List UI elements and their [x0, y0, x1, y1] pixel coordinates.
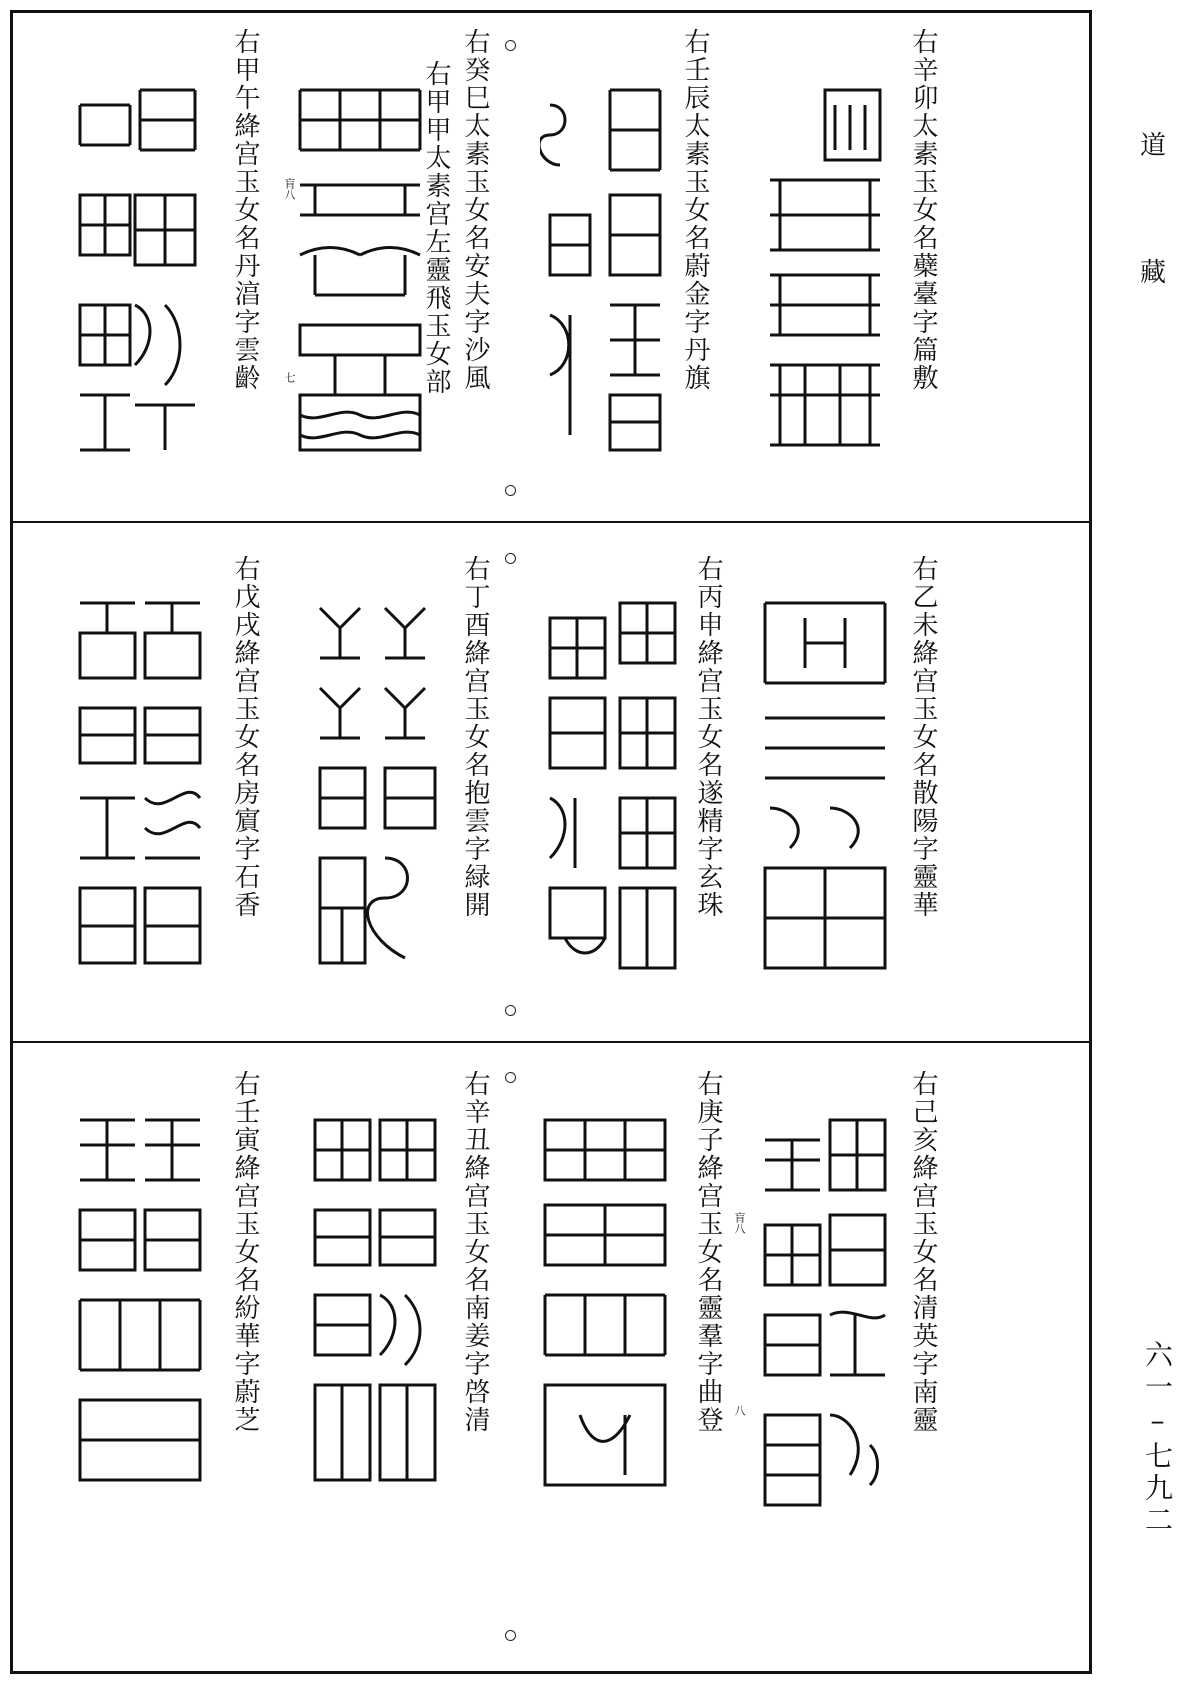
binding-hole [505, 40, 516, 51]
talisman-seal-glyph [540, 1115, 670, 1495]
margin-note: 七 [283, 372, 296, 383]
book-title-top: 道 [1140, 131, 1167, 161]
caption-column: 右戊戌絳宫玉女名房賔字石香 [230, 555, 260, 919]
talisman-seal-glyph [760, 85, 890, 455]
talisman-seal-glyph [315, 598, 445, 978]
caption-column: 右辛丑絳宫玉女名南姜字啓清 [460, 1070, 490, 1434]
binding-hole [505, 485, 516, 496]
talisman-seal-glyph [75, 85, 205, 455]
talisman-seal-glyph [75, 1115, 205, 1495]
section-divider [10, 1041, 1092, 1043]
caption-column: 右庚子絳宫玉女名靈羣字曲登 [693, 1070, 723, 1434]
talisman-seal-glyph [545, 598, 680, 978]
caption-column: 右己亥絳宫玉女名清英字南靈 [908, 1070, 938, 1434]
binding-hole [505, 1630, 516, 1641]
talisman-seal-glyph [295, 85, 425, 455]
caption-column: 右丁酉絳宫玉女名抱雲字緑開 [460, 555, 490, 919]
caption-column: 右甲甲太素宫左靈飛玉女部 [421, 60, 451, 396]
margin-note: 肓八 [283, 178, 296, 200]
caption-column: 右辛卯太素玉女名蘗臺字篇敷 [908, 28, 938, 392]
binding-hole [505, 1005, 516, 1016]
talisman-seal-glyph [760, 1115, 890, 1535]
caption-column: 右甲午絳宫玉女名丹湻字雲齡 [230, 28, 260, 392]
caption-column: 右壬寅絳宫玉女名紛華字蔚芝 [230, 1070, 260, 1434]
section-divider [10, 521, 1092, 523]
book-title-bottom: 藏 [1140, 258, 1167, 288]
caption-column: 右壬辰太素玉女名蔚金字丹旗 [680, 28, 710, 392]
talisman-seal-glyph [75, 598, 205, 978]
binding-hole [505, 553, 516, 564]
talisman-seal-glyph [310, 1115, 440, 1495]
talisman-seal-glyph [760, 598, 890, 978]
margin-note: 肓八 [733, 1212, 746, 1234]
caption-column: 右乙未絳宫玉女名散陽字靈華 [908, 555, 938, 919]
page-number: 六一–七九二 [1141, 1340, 1174, 1537]
caption-column: 右癸巳太素玉女名安夫字沙風 [460, 28, 490, 392]
caption-column: 右丙申絳宫玉女名遂精字玄珠 [693, 555, 723, 919]
talisman-seal-glyph [540, 85, 670, 455]
margin-note: 八 [733, 1405, 746, 1416]
binding-hole [505, 1072, 516, 1083]
